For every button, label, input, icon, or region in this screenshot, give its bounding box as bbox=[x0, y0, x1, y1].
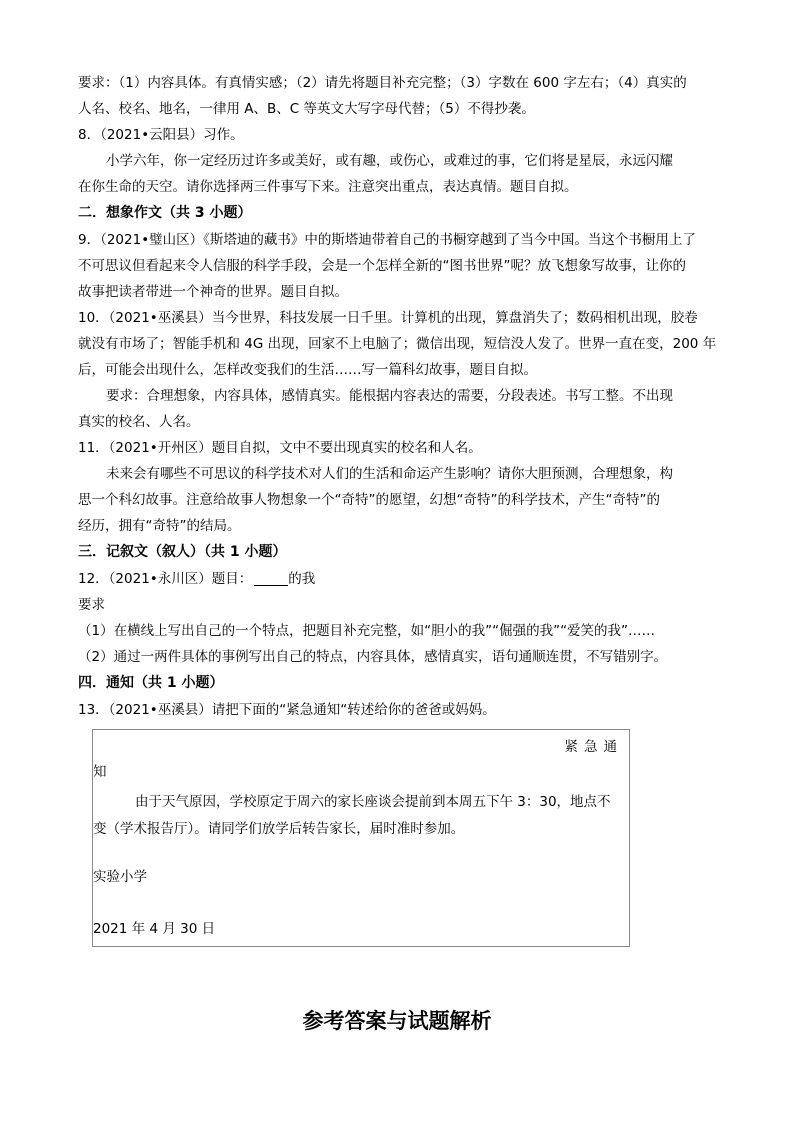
document-body bbox=[78, 70, 718, 947]
question-12-heading bbox=[78, 566, 718, 592]
question-9-text: 不可思议但看起来令人信服的科学手段，会是一个怎样全新的“图书世界”呢？放飞想象写故事，让你的 bbox=[78, 258, 686, 274]
question-12-item: （2）通过一两件具体的事例写出自己的特点，内容具体，感情真实，语句通顺连贯，不写错别字。 bbox=[78, 649, 668, 665]
question-8-text: 小学六年，你一定经历过许多或美好，或有趣，或伤心，或难过的事，它们将是星辰，永远闪耀 bbox=[106, 153, 673, 169]
question-13-heading: 13．（2021•巫溪县）请把下面的“紧急通知“转述给你的爸爸或妈妈。 bbox=[78, 702, 496, 718]
question-12-requirement-label: 要求 bbox=[78, 597, 105, 613]
question-12-title-prefix: 12．（2021•永川区）题目： bbox=[78, 571, 253, 587]
notice-title: 紧急通 bbox=[564, 739, 623, 755]
notice-box bbox=[92, 729, 630, 947]
question-11-heading: 11．（2021•开州区）题目自拟，文中不要出现真实的校名和人名。 bbox=[78, 440, 482, 456]
question-10-requirement: 要求：合理想象，内容具体，感情真实。能根据内容表达的需要，分段表述。书写工整。不出现 bbox=[106, 388, 673, 404]
requirement-line: 要求：（1）内容具体。有真情实感；（2）请先将题目补充完整；（3）字数在 600 字左右；（4）真实的 bbox=[78, 75, 687, 91]
section-2-heading: 二．想象作文（共 3 小题） bbox=[78, 205, 252, 221]
notice-date: 2021 年 4 月 30 日 bbox=[93, 921, 216, 937]
requirement-line: 人名、校名、地名，一律用 A、B、C 等英文大写字母代替；（5）不得抄袭。 bbox=[78, 101, 535, 117]
question-8-text: 在你生命的天空。请你选择两三件事写下来。注意突出重点，表达真情。题目自拟。 bbox=[78, 179, 578, 195]
question-9-text: 9．（2021•璧山区）《斯塔迪的藏书》中的斯塔迪带着自己的书橱穿越到了当今中国。当这个书橱用上了 bbox=[78, 232, 696, 248]
question-10-text: 10．（2021•巫溪县）当今世界，科技发展一日千里。计算机的出现，算盘消失了；数码相机出现，胶卷 bbox=[78, 310, 698, 326]
question-10-text: 就没有市场了；智能手机和 4G 出现，回家不上电脑了；微信出现，短信没人发了。世界一直在变，200 年 bbox=[78, 336, 717, 352]
section-4-heading: 四．通知（共 1 小题） bbox=[78, 675, 224, 691]
question-10-requirement: 真实的校名、人名。 bbox=[78, 414, 200, 430]
question-10-text: 后，可能会出现什么，怎样改变我们的生活……写一篇科幻故事，题目自拟。 bbox=[78, 362, 537, 378]
notice-body: 变（学术报告厅）。请同学们放学后转告家长，届时准时参加。 bbox=[93, 821, 465, 837]
notice-signature: 实验小学 bbox=[93, 869, 147, 885]
notice-title-continued: 知 bbox=[93, 764, 107, 780]
question-12-item: （1）在横线上写出自己的一个特点，把题目补充完整，如“胆小的我”“倔强的我”“爱笑的我”…… bbox=[78, 623, 656, 639]
question-9-text: 故事把读者带进一个神奇的世界。题目自拟。 bbox=[78, 284, 348, 300]
question-8-heading: 8．（2021•云阳县）习作。 bbox=[78, 127, 244, 143]
fill-in-blank bbox=[254, 570, 288, 586]
question-11-text: 思一个科幻故事。注意给故事人物想象一个“奇特”的愿望，幻想“奇特”的科学技术，产生“奇特”的 bbox=[78, 492, 660, 508]
question-12-title-suffix: 的我 bbox=[288, 571, 316, 587]
section-3-heading: 三．记叙文（叙人）（共 1 小题） bbox=[78, 544, 287, 560]
notice-body: 由于天气原因，学校原定于周六的家长座谈会提前到本周五下午 3：30，地点不 bbox=[135, 794, 611, 810]
answer-section-title: 参考答案与试题解析 bbox=[302, 1008, 492, 1033]
question-11-text: 经历，拥有“奇特”的结局。 bbox=[78, 518, 241, 534]
question-11-text: 未来会有哪些不可思议的科学技术对人们的生活和命运产生影响？请你大胆预测，合理想象，构 bbox=[106, 466, 673, 482]
